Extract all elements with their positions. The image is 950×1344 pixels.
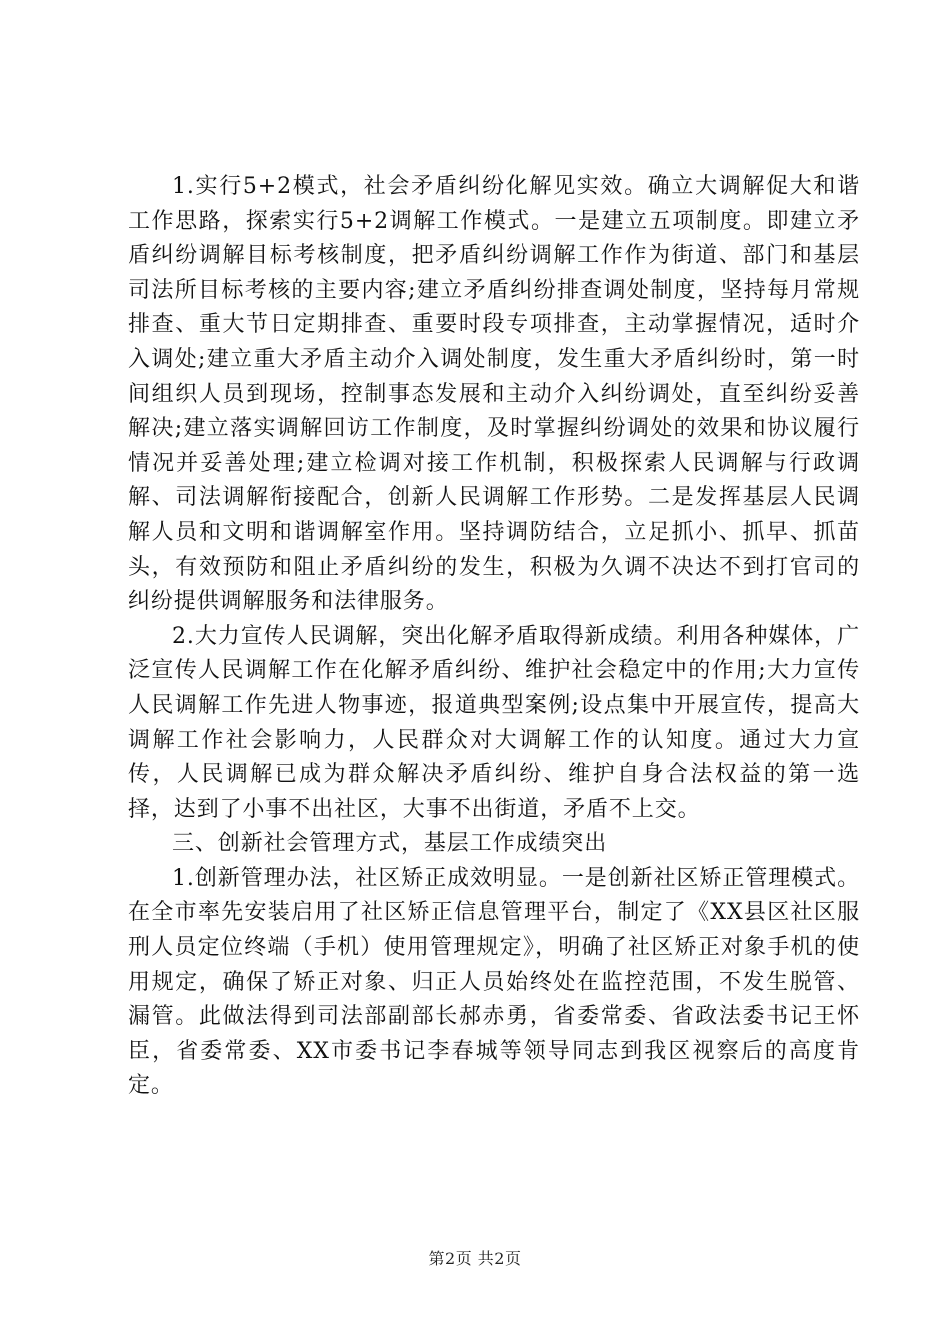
page-number-footer: 第2页 共2页: [428, 1249, 522, 1268]
paragraph-community-correction: 1.创新管理办法，社区矫正成效明显。一是创新社区矫正管理模式。在全市率先安装启用了社区矫正信息管理平台，制定了《XX县区社区服刑人员定位终端（手机）使用管理规定》，明确了社区矫正对象手机的使用规定，确保了矫正对象、归正人员始终处在监控范围，不发生脱管、漏管。此做法得到司法部副部长郝赤勇，省委常委、省政法委书记王怀臣，省委常委、XX市委书记李春城等领导同志到我区视察后的高度肯定。: [128, 865, 860, 1099]
document-body: [128, 170, 860, 1104]
paragraph-mediation-model: 1.实行5+2模式，社会矛盾纠纷化解见实效。确立大调解促大和谐工作思路，探索实行5+2调解工作模式。一是建立五项制度。即建立矛盾纠纷调解目标考核制度，把矛盾纠纷调解工作作为街道、部门和基层司法所目标考核的主要内容;建立矛盾纠纷排查调处制度，坚持每月常规排查、重大节日定期排查、重要时段专项排查，主动掌握情况，适时介入调处;建立重大矛盾主动介入调处制度，发生重大矛盾纠纷时，第一时间组织人员到现场，控制事态发展和主动介入纠纷调处，直至纠纷妥善解决;建立落实调解回访工作制度，及时掌握纠纷调处的效果和协议履行情况并妥善处理;建立检调对接工作机制，积极探索人民调解与行政调解、司法调解衔接配合，创新人民调解工作形势。二是发挥基层人民调解人员和文明和谐调解室作用。坚持调防结合，立足抓小、抓早、抓苗头，有效预防和阻止矛盾纠纷的发生，积极为久调不决达不到打官司的纠纷提供调解服务和法律服务。: [128, 174, 860, 615]
paragraph-mediation-publicity: 2.大力宣传人民调解，突出化解矛盾取得新成绩。利用各种媒体，广泛宣传人民调解工作在化解矛盾纠纷、维护社会稳定中的作用;大力宣传人民调解工作先进人物事迹，报道典型案例;设点集中开展宣传，提高大调解工作社会影响力，人民群众对大调解工作的认知度。通过大力宣传，人民调解已成为群众解决矛盾纠纷、维护自身合法权益的第一选择，达到了小事不出社区，大事不出街道，矛盾不上交。: [128, 623, 860, 822]
section-heading-social-management: 三、创新社会管理方式，基层工作成绩突出: [172, 831, 608, 857]
